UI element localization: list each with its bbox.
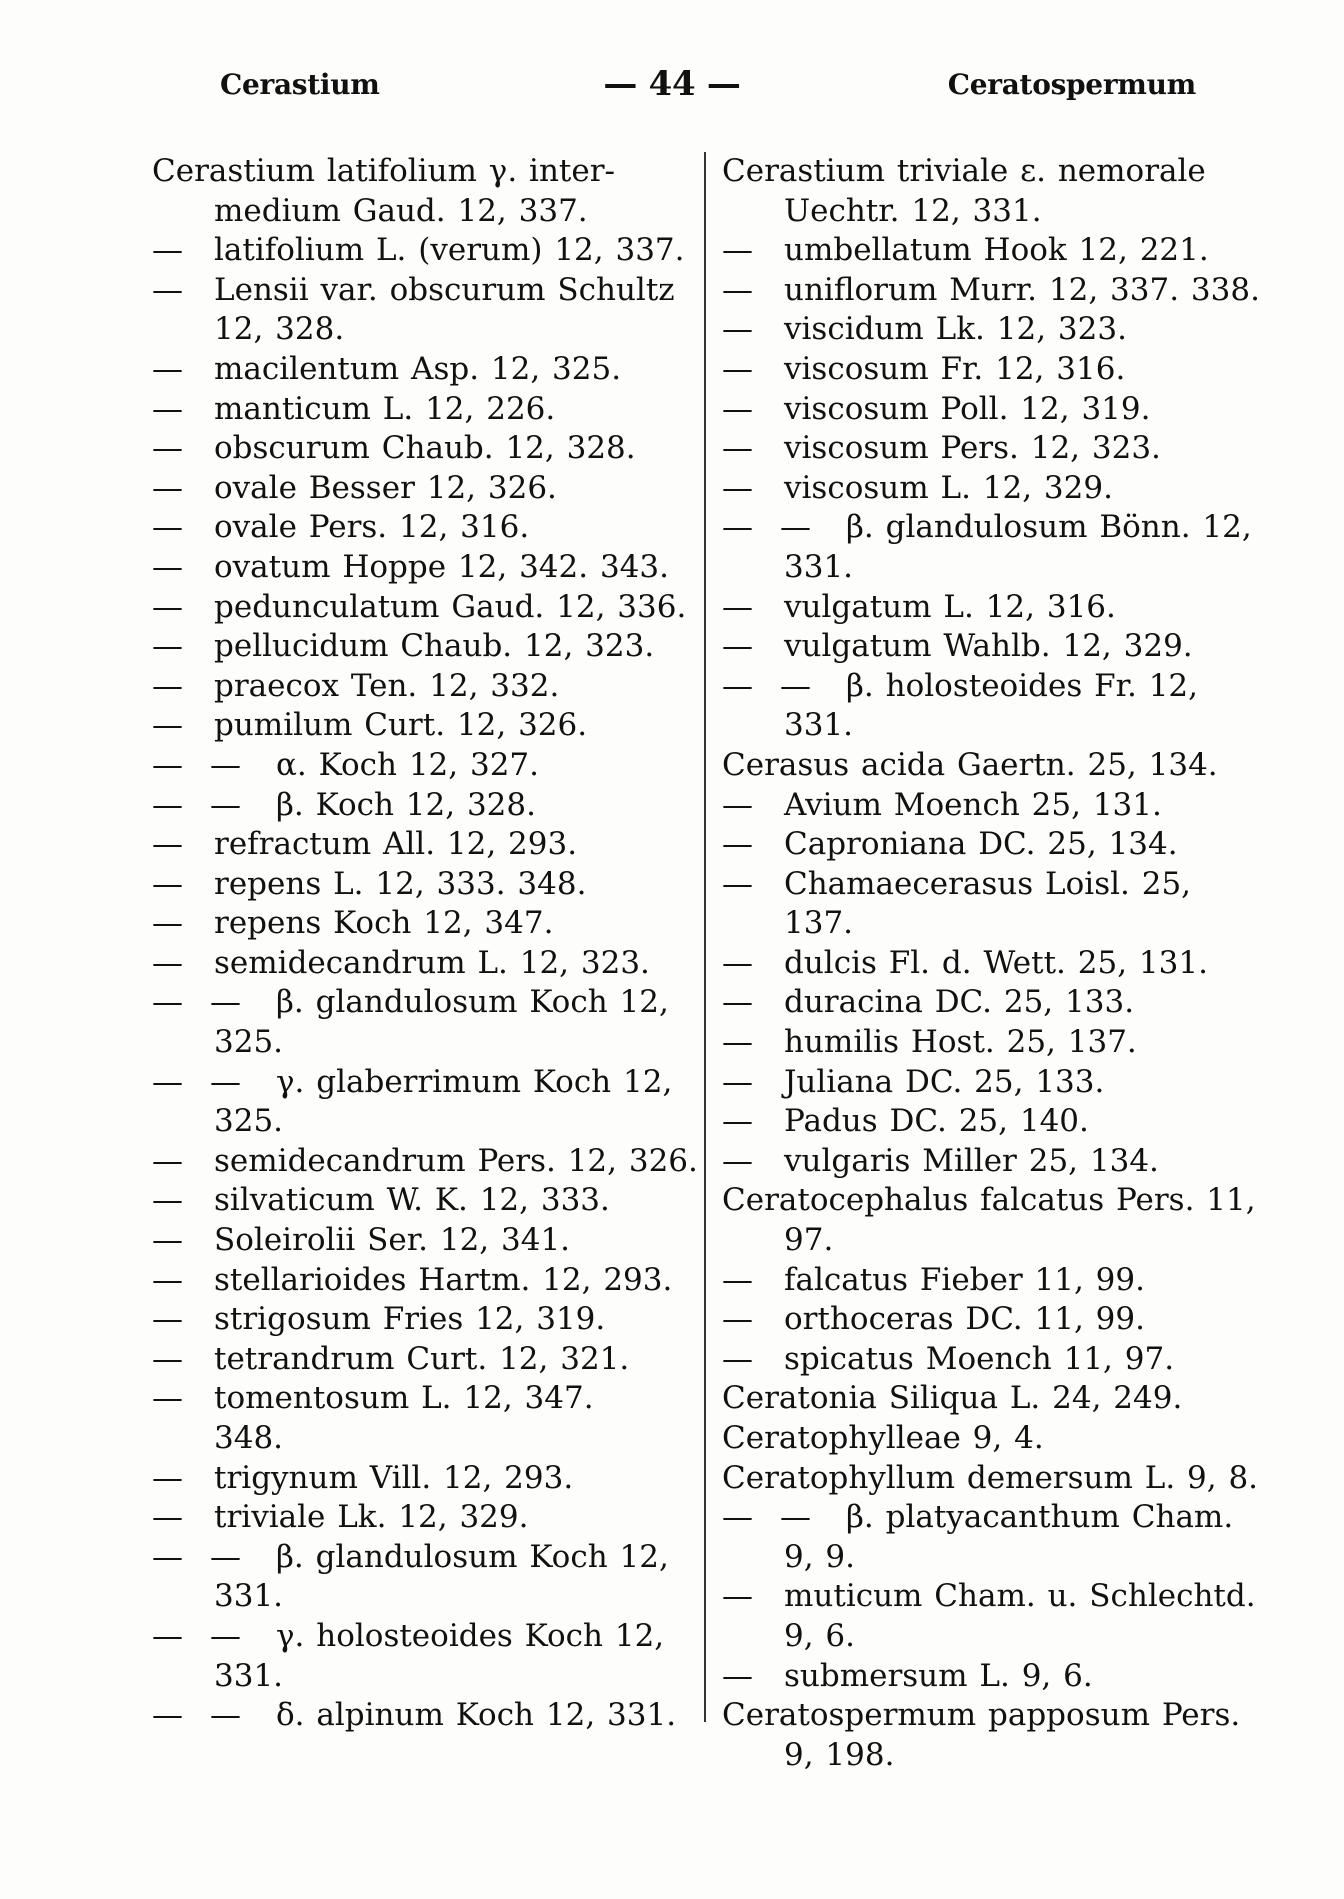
ditto-dash: — <box>722 1103 753 1140</box>
entry-text: β. glandulosum Bönn. 12, <box>846 509 1252 546</box>
entry-text: humilis Host. 25, 137. <box>784 1024 1137 1061</box>
ditto-dash: — <box>152 548 183 585</box>
entry-text: α. Koch 12, 327. <box>276 746 539 783</box>
index-entry <box>722 706 1266 746</box>
entry-text: refractum All. 12, 293. <box>214 826 578 863</box>
ditto-dash: — <box>722 826 753 863</box>
index-entry <box>722 944 1266 984</box>
entry-text: orthoceras DC. 11, 99. <box>784 1301 1145 1338</box>
ditto-dash: — <box>722 1261 753 1298</box>
entry-text: viscosum Fr. 12, 316. <box>784 350 1126 387</box>
index-entry <box>722 390 1266 430</box>
index-entry <box>722 588 1266 628</box>
entry-text: Lensii var. obscurum Schultz <box>214 271 675 308</box>
index-entry <box>722 667 1266 707</box>
index-entry <box>722 825 1266 865</box>
ditto-dash: — <box>722 430 753 467</box>
index-entry <box>722 746 1266 786</box>
ditto-dash: — <box>722 1340 753 1377</box>
entry-text: viscosum Poll. 12, 319. <box>784 390 1151 427</box>
ditto-dash: — <box>152 1142 183 1179</box>
ditto-dash: — <box>210 1538 241 1575</box>
index-entry <box>722 1379 1266 1419</box>
index-entry <box>152 1419 712 1459</box>
ditto-dash: — <box>722 390 753 427</box>
ditto-dash: — <box>722 1024 753 1061</box>
ditto-dash: — <box>152 232 183 269</box>
ditto-dash: — <box>722 628 753 665</box>
ditto-dash: — <box>152 1499 183 1536</box>
index-entry <box>722 865 1266 944</box>
ditto-dash: — <box>152 271 183 308</box>
ditto-dash: — <box>722 1142 753 1179</box>
index-entry <box>152 706 712 746</box>
ditto-dash: — <box>152 944 183 981</box>
entry-text: spicatus Moench 11, 97. <box>784 1340 1175 1377</box>
index-entry <box>722 508 1266 548</box>
entry-text: Ceratospermum papposum Pers. <box>722 1697 1241 1734</box>
entry-text: β. platyacanthum Cham. <box>846 1499 1234 1536</box>
index-entry <box>152 1063 712 1103</box>
index-entry <box>722 1657 1266 1697</box>
entry-text: Ceratophyllum demersum L. 9, 8. <box>722 1459 1259 1496</box>
entry-text: vulgatum L. 12, 316. <box>784 588 1116 625</box>
index-entry <box>152 746 712 786</box>
ditto-dash: — <box>152 746 183 783</box>
ditto-dash: — <box>722 350 753 387</box>
index-entry <box>152 1696 712 1736</box>
index-entry <box>152 1459 712 1499</box>
ditto-dash: — <box>722 1657 753 1694</box>
index-entry <box>152 1142 712 1182</box>
ditto-dash: — <box>152 588 183 625</box>
index-entry <box>722 1577 1266 1617</box>
index-entry <box>152 271 712 311</box>
entry-text: 325. <box>214 1103 284 1140</box>
entry-text: muticum Cham. u. Schlechtd. <box>784 1578 1256 1615</box>
entry-text: 331. <box>784 707 854 744</box>
entry-text: β. glandulosum Koch 12, <box>276 1538 669 1575</box>
ditto-dash: — <box>722 1578 753 1615</box>
index-entry <box>152 627 712 667</box>
index-entry <box>152 1577 712 1617</box>
entry-text: viscosum L. 12, 329. <box>784 469 1113 506</box>
index-entry <box>152 983 712 1023</box>
entry-text: repens Koch 12, 347. <box>214 905 554 942</box>
ditto-dash: — <box>152 1380 183 1417</box>
index-entry <box>152 231 712 271</box>
entry-text: pedunculatum Gaud. 12, 336. <box>214 588 687 625</box>
ditto-dash: — <box>780 1499 811 1536</box>
entry-text: strigosum Fries 12, 319. <box>214 1301 606 1338</box>
ditto-dash: — <box>152 350 183 387</box>
entry-text: 97. <box>784 1222 834 1259</box>
ditto-dash: — <box>210 984 241 1021</box>
ditto-dash: — <box>722 786 753 823</box>
entry-text: β. holosteoides Fr. 12, <box>846 667 1199 704</box>
index-entry <box>152 1221 712 1261</box>
entry-text: duracina DC. 25, 133. <box>784 984 1135 1021</box>
entry-text: latifolium L. (verum) 12, 337. <box>214 232 685 269</box>
entry-text: pumilum Curt. 12, 326. <box>214 707 588 744</box>
ditto-dash: — <box>210 1697 241 1734</box>
entry-text: umbellatum Hook 12, 221. <box>784 232 1209 269</box>
running-head-right: Ceratospermum <box>947 68 1196 101</box>
index-entry <box>722 1736 1266 1776</box>
ditto-dash: — <box>152 984 183 1021</box>
entry-text: stellarioides Hartm. 12, 293. <box>214 1261 673 1298</box>
index-entry <box>722 1023 1266 1063</box>
index-entry <box>152 1498 712 1538</box>
index-entry <box>152 1261 712 1301</box>
page-header <box>0 62 1344 112</box>
entry-text: pellucidum Chaub. 12, 323. <box>214 628 655 665</box>
index-entry <box>152 1617 712 1657</box>
entry-text: dulcis Fl. d. Wett. 25, 131. <box>784 944 1208 981</box>
ditto-dash: — <box>780 509 811 546</box>
entry-text: Ceratophylleae 9, 4. <box>722 1420 1044 1456</box>
ditto-dash: — <box>152 1538 183 1575</box>
index-entry <box>152 1300 712 1340</box>
index-entry <box>722 1340 1266 1380</box>
ditto-dash: — <box>210 1063 241 1100</box>
entry-text: 348. <box>214 1420 284 1456</box>
index-entry <box>722 1063 1266 1103</box>
entry-text: viscosum Pers. 12, 323. <box>784 430 1161 467</box>
entry-text: vulgaris Miller 25, 134. <box>784 1142 1159 1179</box>
entry-text: ovale Pers. 12, 316. <box>214 509 530 546</box>
entry-text: Cerasus acida Gaertn. 25, 134. <box>722 746 1218 783</box>
entry-text: 331. <box>214 1657 284 1694</box>
ditto-dash: — <box>152 1697 183 1734</box>
index-entry <box>722 1181 1266 1221</box>
entry-text: semidecandrum L. 12, 323. <box>214 944 650 981</box>
ditto-dash: — <box>780 667 811 704</box>
entry-text: vulgatum Wahlb. 12, 329. <box>784 628 1193 665</box>
index-entry <box>722 1459 1266 1499</box>
entry-text: ovatum Hoppe 12, 342. 343. <box>214 548 669 585</box>
index-entry <box>722 786 1266 826</box>
entry-text: praecox Ten. 12, 332. <box>214 667 560 704</box>
entry-text: δ. alpinum Koch 12, 331. <box>276 1697 677 1734</box>
entry-text: submersum L. 9, 6. <box>784 1657 1093 1694</box>
index-entry <box>152 152 712 192</box>
index-entry <box>722 1221 1266 1261</box>
ditto-dash: — <box>722 1499 753 1536</box>
index-entry <box>152 1181 712 1221</box>
index-entry <box>152 469 712 509</box>
index-entry <box>722 983 1266 1023</box>
ditto-dash: — <box>152 786 183 823</box>
entry-text: Chamaecerasus Loisl. 25, 137. <box>784 865 1192 942</box>
ditto-dash: — <box>722 469 753 506</box>
index-entry <box>152 192 712 232</box>
index-entry <box>722 1102 1266 1142</box>
index-entry <box>722 1538 1266 1578</box>
index-entry <box>152 1379 712 1419</box>
index-entry <box>722 271 1266 311</box>
ditto-dash: — <box>152 865 183 902</box>
entry-text: 12, 328. <box>214 311 345 348</box>
index-entry <box>152 1538 712 1578</box>
entry-text: γ. glaberrimum Koch 12, <box>276 1063 673 1100</box>
ditto-dash: — <box>152 1301 183 1338</box>
entry-text: silvaticum W. K. 12, 333. <box>214 1182 610 1219</box>
ditto-dash: — <box>152 390 183 427</box>
index-entry <box>722 1617 1266 1657</box>
ditto-dash: — <box>722 667 753 704</box>
running-head-left: Cerastium <box>220 68 380 101</box>
index-entry <box>152 508 712 548</box>
ditto-dash: — <box>152 1459 183 1496</box>
index-entry <box>152 1340 712 1380</box>
index-entry <box>722 1261 1266 1301</box>
ditto-dash: — <box>722 1063 753 1100</box>
index-entry <box>152 825 712 865</box>
ditto-dash: — <box>210 1617 241 1654</box>
ditto-dash: — <box>722 944 753 981</box>
entry-text: Soleirolii Ser. 12, 341. <box>214 1222 571 1259</box>
ditto-dash: — <box>152 1261 183 1298</box>
ditto-dash: — <box>152 509 183 546</box>
entry-text: Padus DC. 25, 140. <box>784 1103 1089 1140</box>
index-entry <box>152 429 712 469</box>
index-entry <box>152 1657 712 1697</box>
index-entry <box>152 588 712 628</box>
entry-text: falcatus Fieber 11, 99. <box>784 1261 1145 1298</box>
entry-text: 9, 198. <box>784 1736 895 1773</box>
index-entry <box>152 786 712 826</box>
entry-text: β. Koch 12, 328. <box>276 786 536 823</box>
index-entry <box>722 1498 1266 1538</box>
entry-text: viscidum Lk. 12, 323. <box>784 311 1127 348</box>
entry-text: Cerastium triviale ε. nemorale <box>722 153 1206 189</box>
ditto-dash: — <box>722 984 753 1021</box>
index-entry <box>152 1023 712 1063</box>
entry-text: macilentum Asp. 12, 325. <box>214 350 622 387</box>
right-column <box>722 152 1266 1775</box>
ditto-dash: — <box>210 746 241 783</box>
ditto-dash: — <box>722 271 753 308</box>
index-entry <box>722 1300 1266 1340</box>
entry-text: 331. <box>784 548 854 585</box>
index-entry <box>152 1102 712 1142</box>
index-entry <box>152 944 712 984</box>
ditto-dash: — <box>152 430 183 467</box>
ditto-dash: — <box>722 311 753 348</box>
index-entry <box>722 152 1266 192</box>
index-entry <box>722 192 1266 232</box>
ditto-dash: — <box>152 1340 183 1377</box>
ditto-dash: — <box>722 509 753 546</box>
entry-text: 325. <box>214 1024 284 1061</box>
entry-text: Cerastium latifolium γ. inter- <box>152 153 616 189</box>
ditto-dash: — <box>152 667 183 704</box>
index-entry <box>722 469 1266 509</box>
index-entry <box>152 667 712 707</box>
index-entry <box>722 627 1266 667</box>
ditto-dash: — <box>152 1222 183 1259</box>
entry-text: 9, 6. <box>784 1617 856 1654</box>
entry-text: 9, 9. <box>784 1538 856 1575</box>
index-entry <box>152 390 712 430</box>
entry-text: triviale Lk. 12, 329. <box>214 1499 529 1536</box>
entry-text: Ceratocephalus falcatus Pers. 11, <box>722 1182 1256 1219</box>
ditto-dash: — <box>152 1063 183 1100</box>
ditto-dash: — <box>152 707 183 744</box>
ditto-dash: — <box>722 1301 753 1338</box>
ditto-dash: — <box>722 588 753 625</box>
ditto-dash: — <box>152 1617 183 1654</box>
entry-text: β. glandulosum Koch 12, <box>276 984 669 1021</box>
entry-text: Avium Moench 25, 131. <box>784 786 1162 823</box>
entry-text: tetrandrum Curt. 12, 321. <box>214 1340 630 1377</box>
index-entry <box>152 350 712 390</box>
entry-text: Caproniana DC. 25, 134. <box>784 826 1178 863</box>
entry-text: tomentosum L. 12, 347. <box>214 1380 594 1417</box>
index-entry <box>152 865 712 905</box>
entry-text: ovale Besser 12, 326. <box>214 469 557 506</box>
entry-text: γ. holosteoides Koch 12, <box>276 1617 665 1654</box>
entry-text: Uechtr. 12, 331. <box>784 192 1042 229</box>
entry-text: medium Gaud. 12, 337. <box>214 192 588 229</box>
index-entry <box>152 548 712 588</box>
entry-text: semidecandrum Pers. 12, 326. <box>214 1142 698 1179</box>
ditto-dash: — <box>152 826 183 863</box>
entry-text: obscurum Chaub. 12, 328. <box>214 430 636 467</box>
index-entry <box>722 1142 1266 1182</box>
ditto-dash: — <box>152 905 183 942</box>
ditto-dash: — <box>152 1182 183 1219</box>
index-entry <box>722 429 1266 469</box>
index-entry <box>722 350 1266 390</box>
left-column <box>152 152 712 1736</box>
index-entry <box>722 231 1266 271</box>
ditto-dash: — <box>722 865 753 902</box>
index-entry <box>722 310 1266 350</box>
index-entry <box>722 548 1266 588</box>
index-entry <box>722 1419 1266 1459</box>
index-entry <box>152 310 712 350</box>
entry-text: repens L. 12, 333. 348. <box>214 865 587 902</box>
entry-text: manticum L. 12, 226. <box>214 390 556 427</box>
index-entry <box>152 904 712 944</box>
entry-text: 331. <box>214 1578 284 1615</box>
index-entry <box>722 1696 1266 1736</box>
entry-text: Juliana DC. 25, 133. <box>784 1063 1105 1100</box>
entry-text: Ceratonia Siliqua L. 24, 249. <box>722 1380 1183 1417</box>
ditto-dash: — <box>152 469 183 506</box>
ditto-dash: — <box>210 786 241 823</box>
page-number: — 44 — <box>603 64 741 104</box>
entry-text: uniflorum Murr. 12, 337. 338. <box>784 271 1260 308</box>
ditto-dash: — <box>722 232 753 269</box>
entry-text: trigynum Vill. 12, 293. <box>214 1459 574 1496</box>
ditto-dash: — <box>152 628 183 665</box>
